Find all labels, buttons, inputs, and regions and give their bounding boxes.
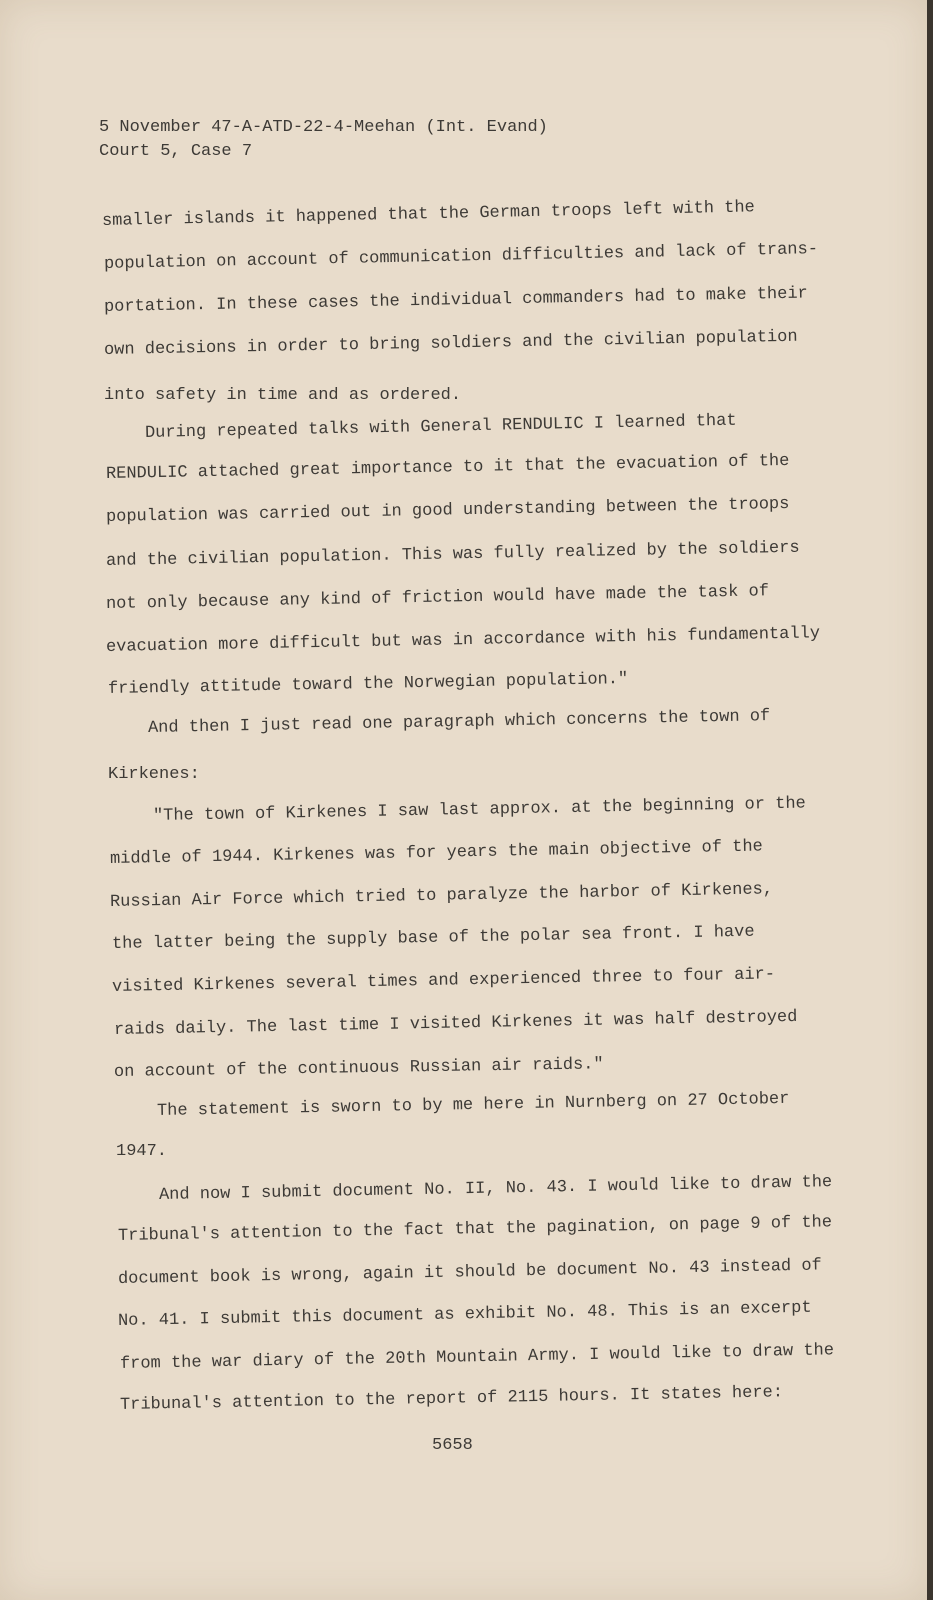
body-line: No. 41. I submit this document as exhibit No. 48. This is an excerpt — [117, 1298, 812, 1331]
body-line: own decisions in order to bring soldiers and the civilian population — [103, 327, 798, 360]
body-line: not only because any kind of friction would have made the task of — [105, 582, 770, 614]
body-line: visited Kirkenes several times and experienced three to four air- — [111, 965, 776, 997]
body-line: And now I submit document No. II, No. 43. I would like to draw the — [158, 1173, 833, 1205]
body-line: portation. In these cases the individual commanders had to make their — [103, 284, 808, 317]
page-edge — [927, 0, 933, 1600]
header-line-1: 5 November 47-A-ATD-22-4-Meehan (Int. Evand) — [99, 118, 548, 137]
page-number: 5658 — [432, 1436, 473, 1455]
body-line: And then I just read one paragraph which concerns the town of — [147, 707, 771, 738]
header-line-2: Court 5, Case 7 — [99, 142, 253, 161]
body-line: smaller islands it happened that the German troops left with the — [101, 198, 755, 231]
body-line: Tribunal's attention to the fact that the pagination, on page 9 of the — [117, 1213, 833, 1246]
body-line: document book is wrong, again it should be document No. 43 instead of — [117, 1256, 822, 1289]
body-line: middle of 1944. Kirkenes was for years the main objective of the — [109, 837, 763, 869]
body-line: Russian Air Force which tried to paralyze the harbor of Kirkenes, — [109, 880, 774, 912]
body-line: and the civilian population. This was fully realized by the soldiers — [105, 538, 800, 571]
body-line: 1947. — [116, 1142, 168, 1161]
body-line: into safety in time and as ordered. — [104, 386, 462, 405]
body-line: Tribunal's attention to the report of 2115 hours. It states here: — [119, 1383, 784, 1415]
body-line: population was carried out in good understanding between the troops — [105, 494, 790, 527]
body-line: "The town of Kirkenes I saw last approx. at the beginning or the — [152, 794, 806, 826]
body-line: The statement is sworn to by me here in Nurnberg on 27 October — [156, 1089, 790, 1121]
body-line: raids daily. The last time I visited Kirkenes it was half destroyed — [113, 1007, 798, 1040]
body-line: Kirkenes: — [108, 765, 200, 784]
body-line: friendly attitude toward the Norwegian population." — [107, 670, 629, 699]
body-line: population on account of communication difficulties and lack of trans- — [103, 240, 819, 274]
body-line: During repeated talks with General RENDULIC I learned that — [144, 411, 737, 443]
body-line: RENDULIC attached great importance to it that the evacuation of the — [105, 451, 790, 484]
body-line: the latter being the supply base of the polar sea front. I have — [111, 922, 755, 954]
body-line: evacuation more difficult but was in accordance with his fundamentally — [105, 624, 821, 657]
body-line: on account of the continuous Russian air raids." — [113, 1055, 604, 1082]
body-line: from the war diary of the 20th Mountain Army. I would like to draw the — [119, 1341, 835, 1374]
